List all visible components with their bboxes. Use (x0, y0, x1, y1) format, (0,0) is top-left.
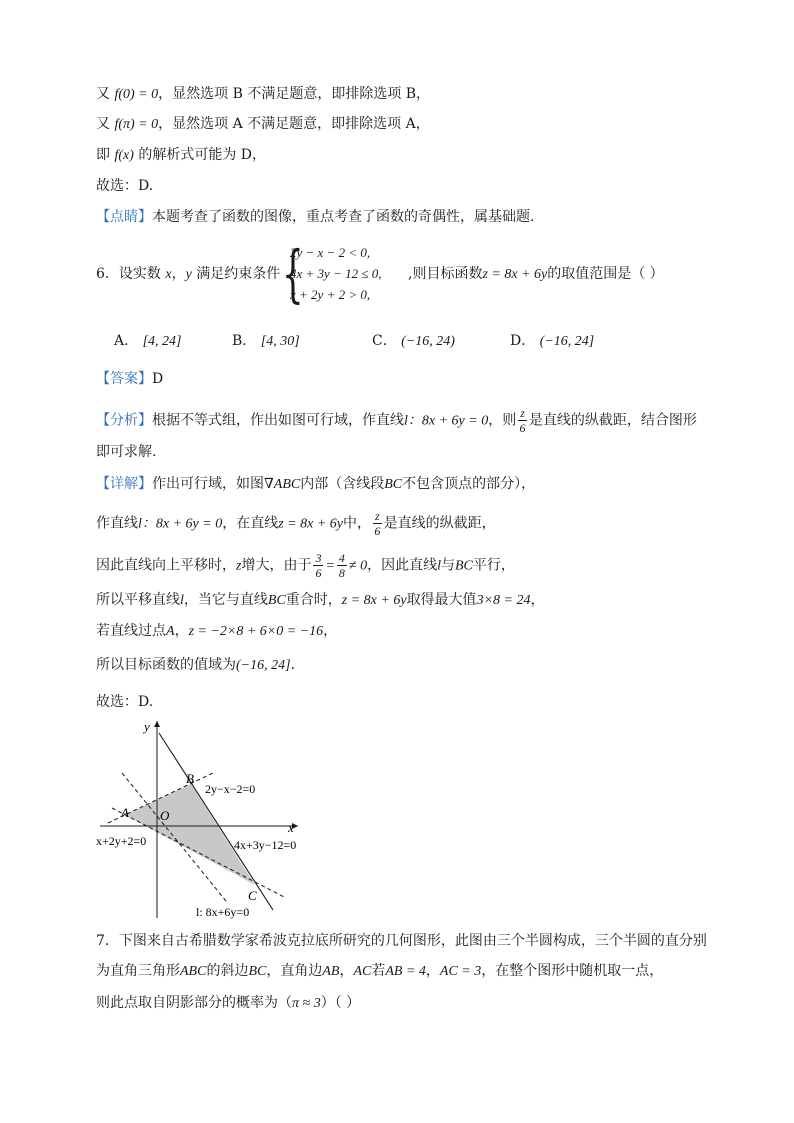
objective: z = 8x + 6y (482, 267, 548, 282)
math: BC (384, 477, 403, 492)
text: 满足约束条件 (191, 266, 281, 282)
axis-y-label: y (144, 719, 150, 734)
text: 不包含顶点的部分）， (402, 476, 536, 492)
text: ）（ ） (320, 995, 361, 1011)
text: 增大，由于 (241, 557, 312, 574)
text: ，显然选项 B 不满足题意，即排除选项 B， (158, 86, 431, 102)
math: AC = 3 (439, 964, 482, 979)
numerator: z (375, 509, 380, 523)
text: 又 (96, 116, 115, 132)
answer-tag: 【答案】 (96, 371, 152, 387)
text: ， (339, 963, 354, 979)
origin-label: O (160, 808, 170, 823)
point-a-label: A (121, 805, 129, 820)
math: z (236, 558, 242, 574)
text: 的斜边 (206, 963, 249, 979)
option-b[interactable] (232, 330, 300, 350)
text: ， (174, 623, 189, 639)
detail-line-6 (96, 655, 295, 676)
denominator: 8 (338, 566, 345, 580)
constraint-3: x + 2y + 2 > 0, (290, 287, 371, 302)
text: ， (323, 623, 338, 639)
detail-line-3 (96, 551, 515, 580)
denominator: 6 (519, 421, 526, 435)
option-letter: A． (114, 333, 139, 349)
text: 平行， (472, 557, 515, 574)
text: ，因此直线 (367, 557, 438, 574)
text: 为直角三角形 (96, 963, 180, 979)
detail-line-4 (96, 590, 544, 611)
option-value: [4, 30] (260, 334, 300, 349)
analysis-line-2: 即可求解. (96, 444, 157, 460)
text: ,则目标函数 (408, 266, 483, 282)
text: 又 (96, 86, 115, 102)
dianjing-text: 本题考查了函数的图像，重点考查了函数的奇偶性，属基础题. (152, 209, 535, 225)
system-brace: { (282, 237, 304, 310)
solution-choice: 故选：D. (96, 178, 154, 194)
text: 若 (371, 963, 386, 979)
math: l：8x + 6y = 0 (138, 516, 223, 532)
point-b-label: B (186, 771, 194, 786)
answer-line (96, 369, 163, 389)
answer-value: D (152, 371, 164, 387)
text: ， (171, 266, 186, 282)
detail-line-1 (96, 474, 535, 495)
text: 所以平移直线 (96, 592, 180, 608)
math: l (180, 593, 184, 608)
numerator: 3 (315, 551, 322, 565)
option-letter: C． (372, 333, 397, 349)
solution-line-2 (96, 114, 430, 135)
detail-line-5 (96, 621, 337, 642)
denominator: 6 (374, 524, 381, 538)
math: AC (353, 964, 372, 979)
text: . (290, 657, 296, 673)
math: l (437, 558, 441, 574)
fraction-z-6 (373, 509, 382, 538)
solution-line-3 (96, 145, 266, 166)
fraction-3-6 (313, 551, 323, 580)
dianjing-line (96, 207, 534, 227)
text: 根据不等式组，作出如图可行域，作直线 (152, 412, 404, 429)
text: 作直线 (96, 515, 138, 532)
math: z = 8x + 6y (341, 593, 407, 608)
line1-label: 2y−x−2=0 (205, 782, 256, 796)
text: 即 (96, 147, 115, 163)
text: 的取值范围是（ ） (547, 266, 664, 282)
math-line-l: l：8x + 6y = 0 (404, 413, 489, 429)
math: ∇ABC (264, 477, 301, 492)
math-fx: f(x) (114, 148, 134, 163)
math: z = −2×8 + 6×0 = −16 (188, 624, 324, 639)
option-letter: B． (232, 333, 257, 349)
text: ，当它与直线 (183, 592, 268, 608)
math-f0: f(0) = 0 (114, 87, 159, 102)
fraction-z-6 (518, 406, 527, 435)
text: 重合时， (285, 592, 342, 608)
question7-line-2 (96, 961, 663, 982)
text: ，在整个图形中随机取一点， (481, 963, 664, 979)
text: 是直线的纵截距， (383, 515, 496, 532)
question6-stem (96, 264, 280, 285)
text: 所以目标函数的值域为 (96, 657, 236, 673)
option-d[interactable] (510, 330, 594, 350)
var-x: x (165, 267, 172, 282)
analysis-tag: 【分析】 (96, 412, 152, 429)
denominator: 6 (315, 566, 322, 580)
axis-x-label: x (288, 820, 294, 835)
detail-choice: 故选：D. (96, 694, 154, 710)
math: AB (322, 964, 340, 979)
option-letter: D． (510, 333, 536, 349)
text: 6．设实数 (96, 266, 166, 282)
text: 与 (440, 557, 455, 574)
analysis-line-1 (96, 406, 697, 435)
text: 内部（含线段 (300, 476, 385, 492)
text: 的解析式可能为 D， (133, 147, 267, 163)
option-a[interactable] (114, 330, 181, 350)
point-c-label: C (248, 888, 257, 903)
question7-line-1: 7．下图来自古希腊数学家希波克拉底所研究的几何图形，此图由三个半圆构成，三个半圆的直分别 (96, 933, 707, 949)
text: ，直角边 (266, 963, 323, 979)
math-fpi: f(π) = 0 (114, 117, 159, 132)
text: 是直线的纵截距，结合图形 (528, 412, 697, 429)
numerator: z (520, 406, 525, 420)
var-y: y (185, 267, 192, 282)
line-l-label: l: 8x+6y=0 (196, 905, 250, 919)
math: π ≈ 3 (292, 996, 321, 1011)
math: BC (248, 964, 267, 979)
text: 取得最大值 (406, 592, 477, 608)
option-value: [4, 24] (142, 334, 182, 349)
math: (−16, 24] (236, 658, 291, 673)
constraint-1: 2y − x − 2 < 0, (290, 245, 371, 260)
detail-line-2 (96, 509, 496, 538)
text: ，则 (488, 412, 517, 429)
text: 因此直线向上平移时， (96, 557, 236, 574)
math: A (166, 624, 175, 639)
math: AB = 4 (385, 964, 426, 979)
feasible-region-figure (90, 715, 320, 920)
math: 3×8 = 24 (476, 593, 531, 608)
math: BC (454, 558, 473, 574)
question7-line-3 (96, 993, 360, 1014)
text: 则此点取自阴影部分的概率为（ (96, 995, 292, 1011)
math: z = 8x + 6y (278, 516, 343, 532)
option-c[interactable] (372, 330, 455, 350)
math: ABC (180, 964, 207, 979)
option-value: (−16, 24] (539, 334, 595, 349)
constraint-system (290, 242, 381, 305)
text: ，在直线 (222, 515, 279, 532)
line3-label: x+2y+2=0 (96, 834, 147, 848)
numerator: 4 (338, 551, 345, 565)
math: = (325, 558, 335, 574)
detail-tag: 【详解】 (96, 476, 152, 492)
solution-line-1 (96, 84, 430, 105)
fraction-4-8 (337, 551, 347, 580)
question6-stem-tail (408, 264, 664, 285)
text: ， (530, 592, 545, 608)
option-value: (−16, 24) (401, 334, 455, 349)
line2-label: 4x+3y−12=0 (234, 838, 297, 852)
math: ≠ 0 (348, 558, 368, 574)
text: ， (425, 963, 440, 979)
text: 若直线过点 (96, 623, 166, 639)
text: 中， (343, 515, 371, 532)
constraint-2: 4x + 3y − 12 ≤ 0, (290, 266, 382, 281)
text: 作出可行域，如图 (152, 476, 264, 492)
dianjing-tag: 【点睛】 (96, 209, 152, 225)
math: BC (267, 593, 286, 608)
text: ，显然选项 A 不满足题意，即排除选项 A， (158, 116, 430, 132)
